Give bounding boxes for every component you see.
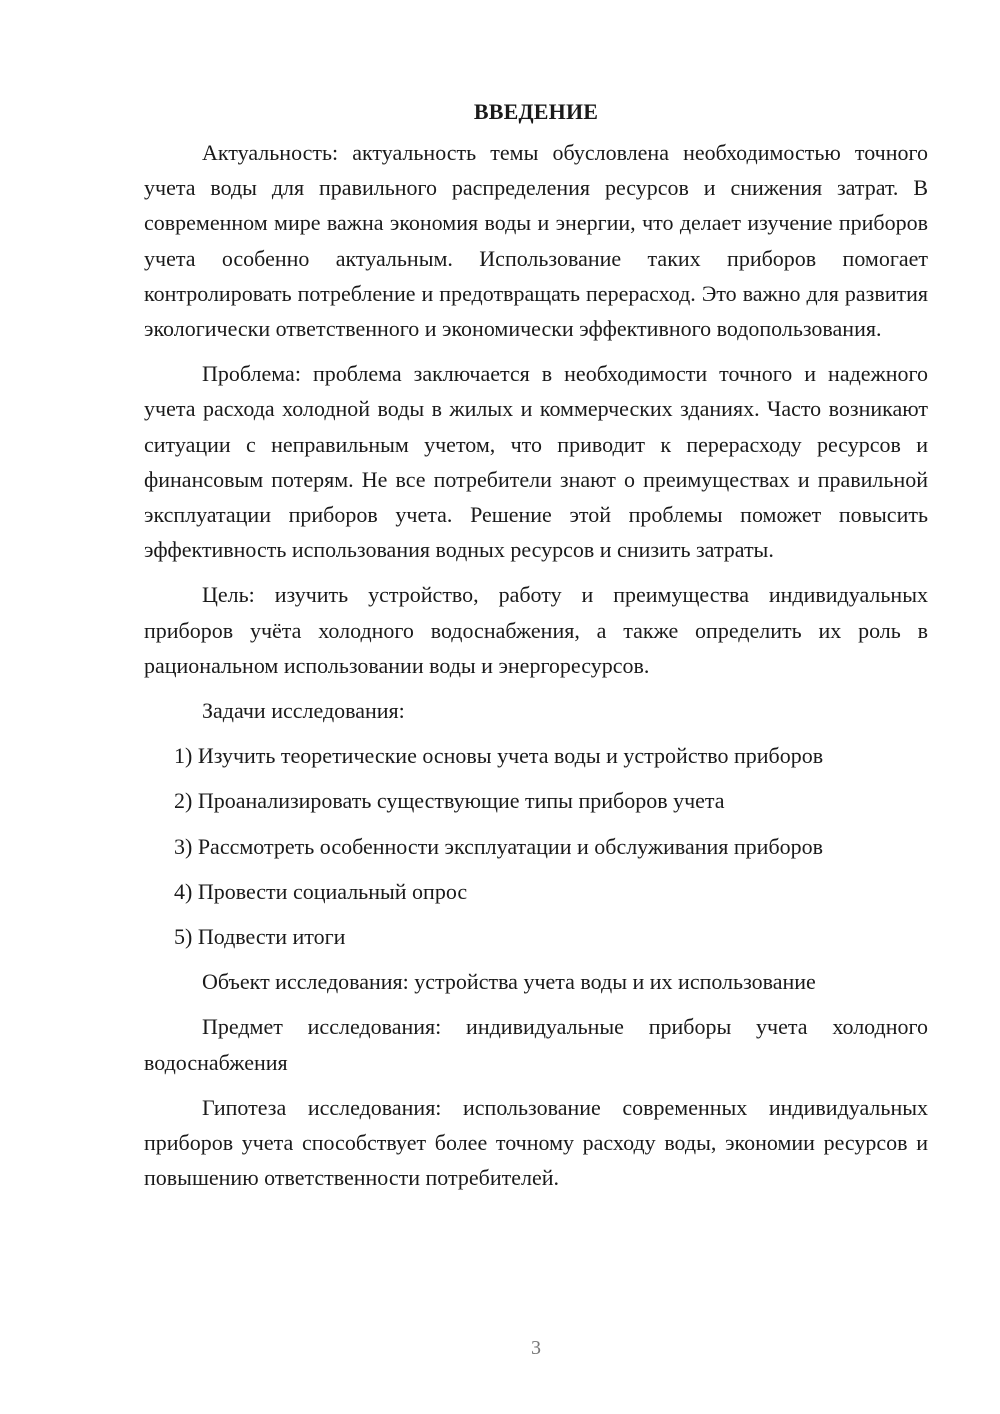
paragraph-goal: Цель: изучить устройство, работу и преимущества индивидуальных приборов учёта холодного водоснабжения, а также определить их роль в рациональном использовании воды и энергоресурсов. — [144, 582, 928, 678]
paragraph-subject: Предмет исследования: индивидуальные приборы учета холодного водоснабжения — [144, 1014, 928, 1075]
list-item: 2) Проанализировать существующие типы приборов учета — [174, 788, 725, 814]
tasks-list — [144, 738, 928, 954]
tasks-title: Задачи исследования: — [202, 698, 405, 724]
paragraph-problem: Проблема: проблема заключается в необходимости точного и надежного учета расхода холодной воды в жилых и коммерческих зданиях. Часто возникают ситуации с неправильным учетом, что приводит к перерасходу ресурсов и финансовым потерям. Не все потребители знают о преимуществах и правильной эксплуатации приборов учета. Решение этой проблемы поможет повысить эффективность использования водных ресурсов и снизить затраты. — [144, 361, 928, 563]
section-heading: ВВЕДЕНИЕ — [473, 99, 599, 124]
list-item: 3) Рассмотреть особенности эксплуатации и обслуживания приборов — [174, 833, 824, 859]
paragraph-relevance: Актуальность: актуальность темы обусловлена необходимостью точного учета воды для правильного распределения ресурсов и снижения затрат. В современном мире важна экономия воды и энергии, что делает изучение приборов учета особенно актуальным. Использование таких приборов помогает контролировать потребление и предотвращать перерасход. Это важно для развития экологически ответственного и экономически эффективного водопользования. — [144, 140, 928, 342]
page-number: 3 — [531, 1337, 541, 1359]
paragraph-object: Объект исследования: устройства учета воды и их использование — [202, 969, 816, 995]
paragraph-hypothesis: Гипотеза исследования: использование современных индивидуальных приборов учета способствует более точному расходу воды, экономии ресурсов и повышению ответственности потребителей. — [144, 1094, 928, 1191]
page-content — [144, 94, 928, 1205]
list-item: 1) Изучить теоретические основы учета воды и устройство приборов — [174, 743, 824, 769]
list-item: 4) Провести социальный опрос — [174, 878, 468, 904]
list-item: 5) Подвести итоги — [174, 924, 346, 950]
